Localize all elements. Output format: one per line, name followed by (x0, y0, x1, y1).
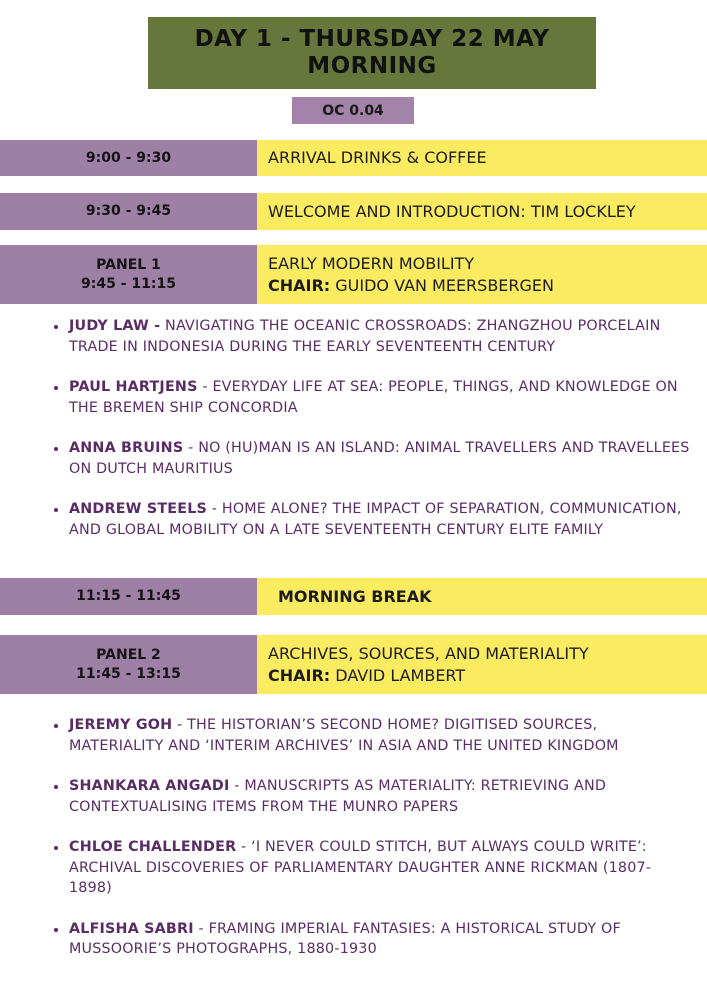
schedule-row-panel-2 (0, 635, 707, 694)
time-cell (0, 635, 257, 694)
day-title: DAY 1 - THURSDAY 22 MAY (194, 26, 550, 52)
paper-author: ANNA BRUINS (69, 440, 184, 456)
list-item (52, 715, 692, 756)
panel-2-paper-list (52, 715, 692, 960)
paper-author: PAUL HARTJENS (69, 379, 198, 395)
paper-title: - ‘I NEVER COULD STITCH, BUT ALWAYS COULD WRITE’: ARCHIVAL DISCOVERIES OF PARLIAMENTARY DAUGHTER ANNE RICKMAN (1807-1898) (69, 839, 652, 896)
panel-1-paper-list (52, 316, 692, 540)
time-label: 9:45 - 11:15 (81, 275, 176, 292)
panel-chair (268, 275, 707, 297)
time-cell (0, 193, 257, 230)
room-badge: OC 0.04 (292, 97, 414, 124)
list-item (52, 499, 692, 540)
list-item (52, 837, 692, 899)
schedule-row-welcome (0, 193, 707, 230)
description-cell (257, 140, 707, 176)
paper-author: JEREMY GOH (69, 717, 173, 733)
time-cell (0, 140, 257, 176)
paper-title: NAVIGATING THE OCEANIC CROSSROADS: ZHANGZHOU PORCELAIN TRADE IN INDONESIA DURING THE EARLY SEVENTEENTH CENTURY (69, 318, 661, 355)
panel-name: PANEL 1 (96, 256, 161, 273)
event-label: WELCOME AND INTRODUCTION: TIM LOCKLEY (268, 201, 636, 221)
time-label: 11:45 - 13:15 (76, 665, 181, 682)
list-item (52, 316, 692, 357)
time-cell (0, 245, 257, 304)
paper-author: ALFISHA SABRI (69, 920, 194, 937)
paper-title: - NO (HU)MAN IS AN ISLAND: ANIMAL TRAVELLERS AND TRAVELLEES ON DUTCH MAURITIUS (69, 440, 690, 477)
paper-title: - THE HISTORIAN’S SECOND HOME? DIGITISED SOURCES, MATERIALITY AND ‘INTERIM ARCHIVES’ IN ASIA AND THE UNITED KINGDOM (69, 717, 619, 754)
paper-title: - FRAMING IMPERIAL FANTASIES: A HISTORICAL STUDY OF MUSSOORIE’S PHOTOGRAPHS, 1880-1930 (69, 920, 621, 957)
paper-title: - MANUSCRIPTS AS MATERIALITY: RETRIEVING AND CONTEXTUALISING ITEMS FROM THE MUNRO PAPERS (69, 778, 607, 815)
list-item (52, 377, 692, 418)
description-cell (257, 635, 707, 694)
list-item (52, 438, 692, 479)
chair-name: DAVID LAMBERT (335, 665, 466, 685)
paper-title: - EVERYDAY LIFE AT SEA: PEOPLE, THINGS, AND KNOWLEDGE ON THE BREMEN SHIP CONCORDIA (69, 379, 678, 416)
description-cell (257, 245, 707, 304)
session-title: MORNING (307, 53, 437, 79)
panel-title: ARCHIVES, SOURCES, AND MATERIALITY (268, 643, 589, 663)
panel-chair (268, 665, 707, 687)
chair-name: GUIDO VAN MEERSBERGEN (335, 275, 555, 295)
schedule-row-panel-1 (0, 245, 707, 304)
paper-author: SHANKARA ANGADI (69, 778, 230, 794)
panel-title: EARLY MODERN MOBILITY (268, 253, 475, 273)
time-label: 9:00 - 9:30 (85, 149, 172, 166)
description-cell (257, 578, 707, 615)
time-label: 9:30 - 9:45 (85, 203, 172, 219)
list-item (52, 919, 692, 960)
paper-author: ANDREW STEELS (69, 501, 208, 517)
schedule-row-break (0, 578, 707, 615)
paper-author: JUDY LAW - (69, 318, 161, 334)
time-cell (0, 578, 257, 615)
day-title-banner (148, 17, 596, 89)
event-label: ARRIVAL DRINKS & COFFEE (268, 148, 487, 167)
panel-name: PANEL 2 (96, 646, 161, 663)
chair-label: CHAIR: (268, 275, 331, 295)
description-cell (257, 193, 707, 230)
list-item (52, 776, 692, 817)
event-label: MORNING BREAK (278, 586, 432, 606)
schedule-row-arrival (0, 140, 707, 176)
chair-label: CHAIR: (268, 665, 331, 685)
paper-title: - HOME ALONE? THE IMPACT OF SEPARATION, COMMUNICATION, AND GLOBAL MOBILITY ON A LATE SEVENTEENTH CENTURY ELITE FAMILY (69, 501, 682, 538)
time-label: 11:15 - 11:45 (76, 588, 181, 604)
paper-author: CHLOE CHALLENDER (69, 839, 237, 855)
